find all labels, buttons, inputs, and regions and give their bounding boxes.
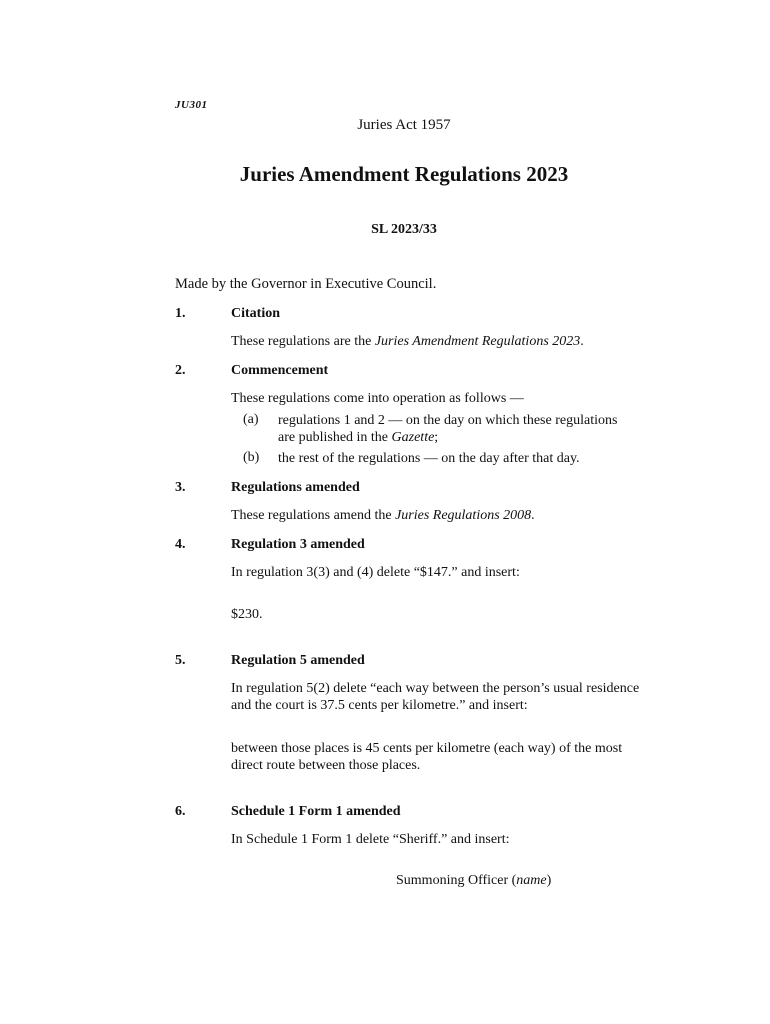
item-text: regulations 1 and 2 — on the day on which these regulations are published in the Gazette; xyxy=(278,413,618,445)
sl-number: SL 2023/33 xyxy=(371,222,437,237)
section-number: 4. xyxy=(175,537,186,552)
section-heading: Citation xyxy=(231,306,280,321)
section-number: 1. xyxy=(175,306,186,321)
page-title: Juries Amendment Regulations 2023 xyxy=(239,162,569,186)
act-name: Juries Act 1957 xyxy=(357,117,451,133)
item-label: (a) xyxy=(243,412,259,427)
section-text: These regulations come into operation as follows — xyxy=(231,391,524,406)
section-heading: Commencement xyxy=(231,363,329,378)
section-number: 6. xyxy=(175,804,186,819)
section-heading: Regulation 5 amended xyxy=(231,653,365,668)
made-by-statement: Made by the Governor in Executive Council. xyxy=(175,276,437,292)
section-heading: Schedule 1 Form 1 amended xyxy=(231,804,401,819)
section-number: 5. xyxy=(175,653,186,668)
section-text: These regulations amend the Juries Regulations 2008. xyxy=(231,508,535,523)
inserted-text: $230. xyxy=(231,607,263,622)
section-text: In Schedule 1 Form 1 delete “Sheriff.” and insert: xyxy=(231,832,510,847)
document-code: JU301 xyxy=(175,99,208,111)
section-text: In regulation 5(2) delete “each way between the person’s usual residence and the court is 37.5 cents per kilometre.” and insert: xyxy=(231,681,640,713)
section-text: In regulation 3(3) and (4) delete “$147.” and insert: xyxy=(231,565,520,580)
inserted-text: between those places is 45 cents per kilometre (each way) of the most direct route between those places. xyxy=(231,741,623,773)
section-text: These regulations are the Juries Amendment Regulations 2023. xyxy=(231,334,584,349)
item-label: (b) xyxy=(243,450,260,465)
item-text: the rest of the regulations — on the day after that day. xyxy=(278,451,580,466)
inserted-text: Summoning Officer (name) xyxy=(396,873,552,888)
section-number: 2. xyxy=(175,363,186,378)
section-heading: Regulation 3 amended xyxy=(231,537,365,552)
section-heading: Regulations amended xyxy=(231,480,360,495)
section-number: 3. xyxy=(175,480,186,495)
